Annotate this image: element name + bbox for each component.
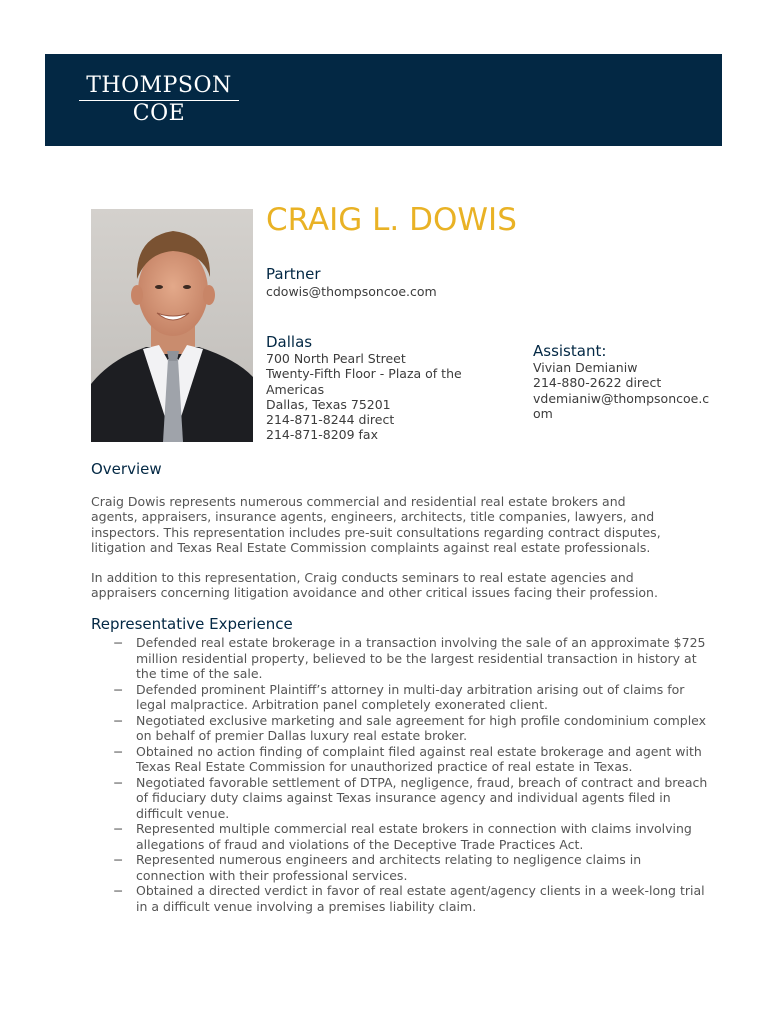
bullet-dash: − [113, 712, 124, 728]
office-address [266, 351, 462, 443]
assistant-line: 214-880-2622 direct [533, 375, 662, 391]
paragraph-line: agents, appraisers, insurance agents, engineers, architects, title companies, lawyers, and [91, 509, 655, 525]
experience-text: Represented numerous engineers and architects relating to negligence claims in connection with their professional services. [136, 852, 642, 883]
experience-list [91, 635, 711, 914]
attorney-name: CRAIG L. DOWIS [266, 202, 517, 238]
assistant-heading: Assistant: [533, 342, 607, 360]
firm-logo[interactable] [79, 73, 239, 127]
office-line: 700 North Pearl Street [266, 351, 406, 366]
attorney-portrait [91, 209, 253, 442]
overview-paragraph-2 [91, 570, 691, 601]
experience-item [91, 775, 711, 822]
header-banner [45, 54, 722, 146]
overview-heading: Overview [91, 460, 162, 478]
office-line: Dallas, Texas 75201 [266, 396, 391, 412]
experience-heading: Representative Experience [91, 615, 293, 633]
overview-paragraph-1 [91, 494, 691, 555]
paragraph-line: litigation and Texas Real Estate Commission complaints against real estate professionals. [91, 539, 651, 555]
experience-item [91, 883, 711, 914]
office-line: Americas [266, 381, 325, 397]
office-line: 214-871-8209 fax [266, 427, 378, 443]
paragraph-line: Craig Dowis represents numerous commercial and residential real estate brokers and [91, 494, 626, 509]
paragraph-line: inspectors. This representation includes pre-suit consultations regarding contract disputes, [91, 524, 661, 540]
assistant-email-link-wrap[interactable]: om [533, 405, 553, 421]
experience-text: Defended real estate brokerage in a transaction involving the sale of an approximate $725 million residential property, believed to be the largest residential transaction in history at the time of the sale. [136, 635, 706, 681]
experience-item [91, 852, 711, 883]
logo-line-2: COE [132, 101, 186, 126]
experience-item [91, 682, 711, 713]
bullet-dash: − [113, 635, 124, 650]
logo-line-1: THOMPSON [79, 73, 239, 101]
experience-item [91, 635, 711, 682]
office-line: 214-871-8244 direct [266, 412, 395, 428]
experience-text: Obtained no action finding of complaint filed against real estate brokerage and agent with Texas Real Estate Commission for unauthorized practice of real estate in Texas. [136, 743, 702, 774]
bullet-dash: − [113, 743, 124, 759]
bullet-dash: − [113, 774, 124, 790]
bullet-dash: − [113, 852, 124, 867]
bullet-dash: − [113, 681, 124, 697]
experience-text: Negotiated favorable settlement of DTPA, negligence, fraud, breach of contract and breach of fiduciary duty claims against Texas insurance agency and individual agents filed in difficult venue. [136, 774, 708, 821]
office-line: Twenty-Fifth Floor - Plaza of the [266, 366, 462, 382]
assistant-email-link[interactable]: vdemianiw@thompsoncoe.c [533, 390, 710, 406]
portrait-illustration [91, 209, 253, 442]
paragraph-line: In addition to this representation, Craig conducts seminars to real estate agencies and [91, 570, 634, 585]
experience-item [91, 713, 711, 744]
experience-item [91, 744, 711, 775]
assistant-info [533, 360, 709, 421]
bullet-dash: − [113, 821, 124, 836]
experience-item [91, 821, 711, 852]
experience-text: Represented multiple commercial real estate brokers in connection with claims involving allegations of fraud and violations of the Deceptive Trade Practices Act. [136, 821, 692, 852]
experience-text: Negotiated exclusive marketing and sale agreement for high profile condominium complex on behalf of premier Dallas luxury real estate broker. [136, 712, 707, 743]
attorney-title: Partner [266, 265, 321, 283]
bullet-dash: − [113, 883, 124, 898]
attorney-email-link[interactable]: cdowis@thompsoncoe.com [266, 284, 437, 299]
assistant-line: Vivian Demianiw [533, 360, 638, 375]
paragraph-line: appraisers concerning litigation avoidance and other critical issues facing their profession. [91, 585, 658, 601]
office-city: Dallas [266, 333, 313, 351]
experience-text: Obtained a directed verdict in favor of real estate agent/agency clients in a week-long trial in a difficult venue involving a premises liability claim. [136, 883, 705, 914]
experience-text: Defended prominent Plaintiff’s attorney in multi-day arbitration arising out of claims for legal malpractice. Arbitration panel completely exonerated client. [136, 681, 685, 712]
